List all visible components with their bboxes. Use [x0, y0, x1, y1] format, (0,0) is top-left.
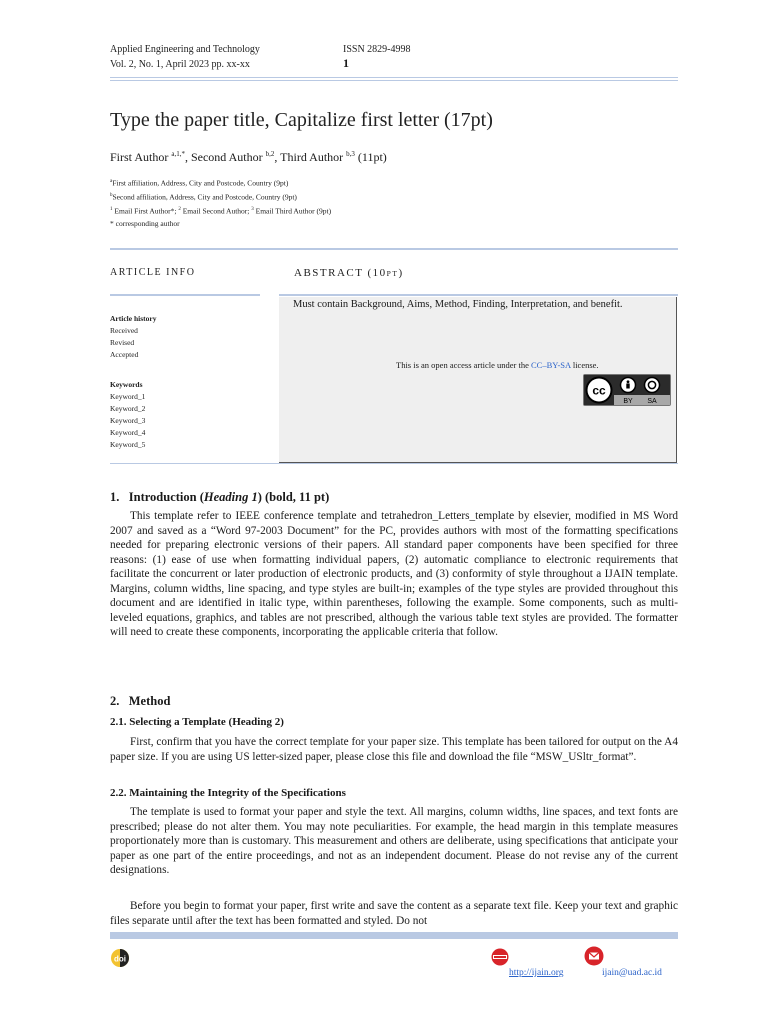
abstract-label-small: PT — [386, 269, 399, 278]
author-suffix: (11pt) — [354, 150, 387, 164]
doi-logo — [110, 948, 130, 968]
keywords-heading: Keywords — [110, 380, 143, 389]
author-1: First Author — [110, 150, 172, 164]
article-info-label: ARTICLE INFO — [110, 267, 196, 278]
doi-text: doi — [114, 954, 126, 964]
cc-by-sa-badge[interactable] — [583, 374, 671, 406]
email-icon-wrap — [584, 946, 604, 966]
paper-title: Type the paper title, Capitalize first letter (17pt) — [110, 109, 493, 131]
section-2-2-paragraph: The template is used to format your paper and style the text. All margins, column widths, line spaces, and text fonts are prescribed; please do not alter them. You may note peculiarities. For example, the head margin in this template measures proportionately more than is customary. This measurement and others are deliberate, using specifications that anticipate your paper as one part of the entire proceedings, and not as an independent document. Please do not revise any of the current designations. — [110, 806, 678, 876]
email-link[interactable]: ijain@uad.ac.id — [602, 968, 662, 978]
keyword-item: Keyword_2 — [110, 404, 146, 413]
info-bottom-rule — [110, 463, 678, 464]
affiliation-1 — [110, 176, 331, 190]
affiliation-2-text: Second affiliation, Address, City and Postcode, Country (9pt) — [112, 192, 297, 202]
intro-number: 1. — [110, 490, 120, 504]
mail-icon — [584, 946, 604, 966]
header-rule-2 — [110, 80, 678, 81]
svg-text:cc: cc — [592, 383, 606, 398]
keyword-item: Keyword_5 — [110, 440, 146, 449]
abstract-label-main: ABSTRACT (10 — [294, 267, 387, 279]
method-number: 2. — [110, 694, 120, 708]
emails — [110, 204, 331, 218]
website-link[interactable]: http://ijain.org — [509, 968, 564, 978]
cc-sa-text: SA — [647, 398, 657, 405]
heading-2-1: 2.1. Selecting a Template (Heading 2) — [110, 716, 284, 728]
email-2: Email Second Author; — [180, 206, 252, 216]
keyword-item: Keyword_1 — [110, 392, 146, 401]
affiliation-1-sup: a — [110, 179, 113, 184]
keywords-block — [110, 379, 145, 451]
doi-icon — [110, 948, 130, 968]
affiliation-2 — [110, 190, 331, 204]
email-3-sup: 3 — [251, 207, 254, 212]
heading-method — [110, 694, 170, 709]
history-received: Received — [110, 326, 138, 335]
affiliation-2-sup: b — [110, 193, 113, 198]
website-icon — [490, 948, 510, 966]
heading-2-2: 2.2. Maintaining the Integrity of the Specifications — [110, 787, 346, 799]
journal-name: Applied Engineering and Technology — [110, 44, 260, 55]
abstract-rule — [279, 294, 678, 296]
footer-bar — [110, 932, 678, 939]
affiliation-1-text: First affiliation, Address, City and Postcode, Country (9pt) — [112, 178, 289, 188]
email-2-sup: 2 — [178, 207, 181, 212]
history-heading: Article history — [110, 314, 157, 323]
author-2: , Second Author — [184, 150, 266, 164]
section-2-2-paragraph-2: Before you begin to format your paper, first write and save the content as a separate text file. Keep your text and graphic files separate until after the text has been formatted and styled. Do not — [110, 900, 678, 927]
page-number: 1 — [343, 56, 349, 70]
author-line — [110, 150, 387, 165]
keyword-item: Keyword_4 — [110, 428, 146, 437]
history-revised: Revised — [110, 338, 135, 347]
abstract-label — [294, 267, 404, 279]
article-history — [110, 313, 156, 361]
corresponding-author: * corresponding author — [110, 219, 180, 228]
license-link[interactable]: CC–BY-SA — [531, 360, 571, 370]
abstract-label-end: ) — [398, 267, 404, 279]
journal-volume: Vol. 2, No. 1, April 2023 pp. xx-xx — [110, 59, 250, 70]
history-accepted: Accepted — [110, 350, 139, 359]
abstract-text: Must contain Background, Aims, Method, Finding, Interpretation, and benefit. — [293, 299, 623, 310]
cc-badge-graphic — [584, 375, 670, 405]
email-3: Email Third Author (9pt) — [253, 206, 332, 216]
author-1-sup: a,1,* — [171, 150, 185, 158]
author-2-sup: b,2 — [265, 150, 275, 158]
intro-title-italic: Heading 1 — [203, 490, 258, 504]
journal-issn: ISSN 2829-4998 — [343, 44, 411, 55]
info-top-rule — [110, 248, 678, 250]
section-2-1-paragraph: First, confirm that you have the correct template for your paper size. This template has been tailored for output on the A4 paper size. If you are using US letter-sized paper, please close this file and download the file “MSW_USltr_format”. — [110, 736, 678, 763]
header-rule — [110, 77, 678, 78]
globe-icon — [490, 948, 510, 966]
intro-title-b: ) (bold, 11 pt) — [257, 490, 330, 504]
intro-title-a: Introduction ( — [128, 490, 204, 504]
cc-by-text: BY — [623, 398, 633, 405]
heading-introduction — [110, 490, 329, 505]
license-note — [396, 360, 599, 370]
author-3-sup: b,3 — [346, 150, 355, 158]
method-title: Method — [128, 694, 171, 708]
keyword-item: Keyword_3 — [110, 416, 146, 425]
intro-paragraph: This template refer to IEEE conference template and tetrahedron_Letters_template by elsevier, modified in MS Word 2007 and saved as a “Word 97-2003 Document” for the PC, provides authors with most of the formatting specifications needed for preparing electronic versions of their papers. All standard paper components have been specified for three reasons: (1) ease of use when formatting individual papers, (2) automatic compliance to electronic requirements that facilitate the concurrent or later production of electronic products, and (3) conformity of style throughout a IJAIN template. Margins, column widths, line spacing, and type styles are built-in; examples of the type styles are provided throughout this document and are identified in italic type, within parentheses, following the example. Some components, such as multi-leveled equations, graphics, and tables are not prescribed, although the various table text styles are provided. The formatter will need to create these components, incorporating the applicable criteria that follow. — [110, 510, 678, 638]
info-left-rule — [110, 294, 260, 296]
email-1: Email First Author*; — [112, 206, 179, 216]
affiliations — [110, 176, 331, 231]
email-1-sup: 1 — [110, 207, 113, 212]
license-post: license. — [570, 360, 599, 370]
license-pre: This is an open access article under the — [396, 360, 532, 370]
author-3: , Third Author — [274, 150, 347, 164]
